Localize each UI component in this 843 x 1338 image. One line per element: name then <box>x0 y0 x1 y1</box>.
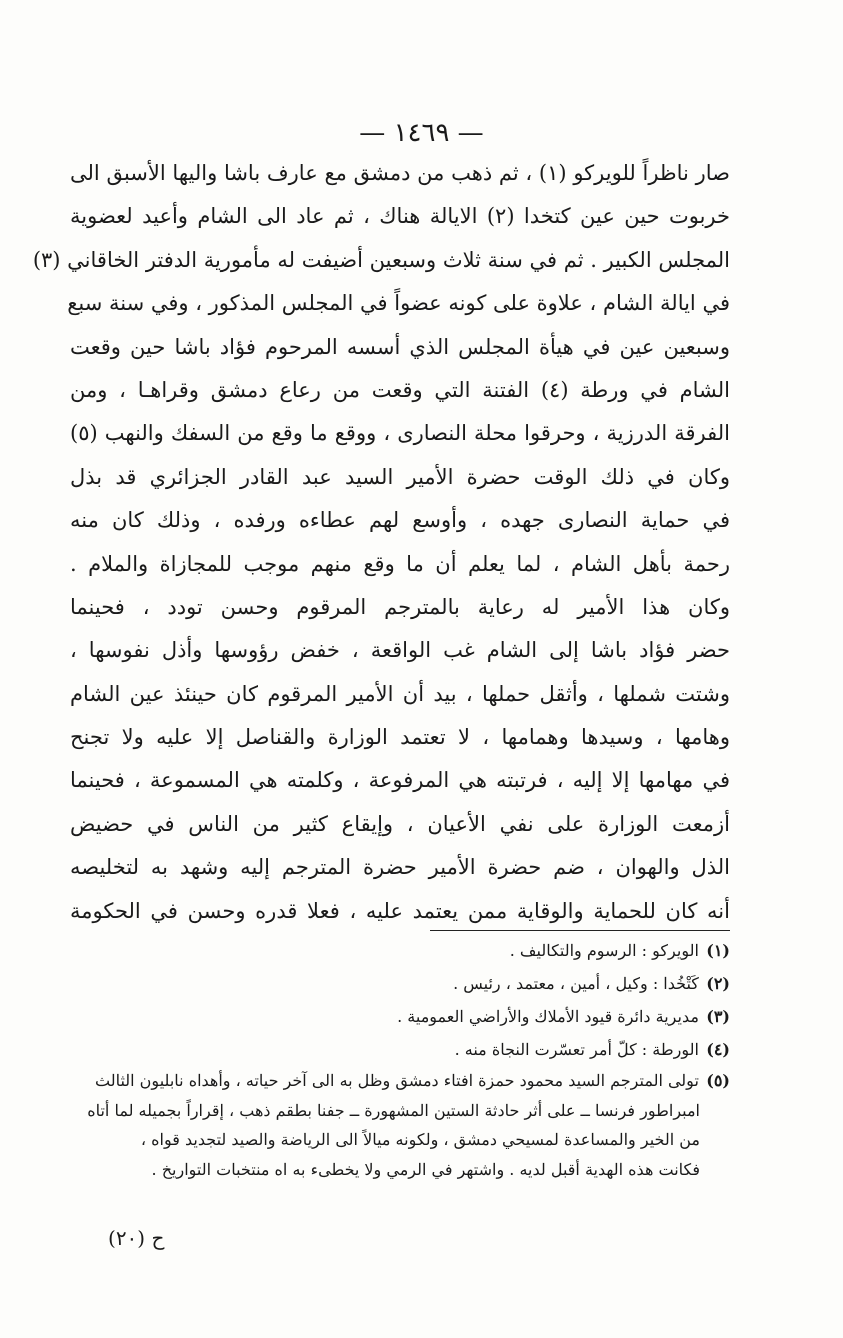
body-line: الفرقة الدرزية ، وحرقوا محلة النصارى ، ووقع ما وقع من السفك والنهب (٥) <box>70 421 730 446</box>
footnote-text: مديرية دائرة قيود الأملاك والأراضي العمومية . <box>397 1007 699 1026</box>
body-line: أنه كان للحماية والوقاية ممن يعتمد عليه ، فعلا قدره وحسن في الحكومة <box>70 898 730 923</box>
body-line: الشام في ورطة (٤) الفتنة التي وقعت من رعاع دمشق وقراهـا ، ومن <box>70 377 730 402</box>
footnote-text: الويركو : الرسوم والتكاليف . <box>509 941 699 960</box>
body-line: الذل والهوان ، ضم حضرة الأمير حضرة المترجم إليه وشهد به لتخليصه <box>70 855 730 880</box>
footnote-number: (٢) <box>706 974 730 993</box>
footnote-text: الورطة : كلّ أمر تعسّرت النجاة منه . <box>454 1040 699 1059</box>
page-number: — ١٤٦٩ — <box>359 118 484 148</box>
body-line: رحمة بأهل الشام ، لما يعلم أن ما وقع منهم موجب للمجازاة والملام . <box>70 551 730 576</box>
body-line: وكان في ذلك الوقت حضرة الأمير السيد عبد القادر الجزائري قد بذل <box>70 464 730 489</box>
footnote-1 <box>70 934 730 967</box>
body-line: وهامها ، وسيدها وهمامها ، لا تعتمد الوزارة والقناصل إلا عليه ولا تجنح <box>70 725 730 750</box>
body-line: المجلس الكبير . ثم في سنة ثلاث وسبعين أضيفت له مأمورية الدفتر الخاقاني (٣) <box>32 247 730 272</box>
footnote-number: (١) <box>706 941 730 960</box>
footnote-2 <box>70 967 730 1000</box>
footnote-number: (٥) <box>706 1071 730 1090</box>
footnote-text: تولى المترجم السيد محمود حمزة افتاء دمشق وظل به الى آخر حياته ، وأهداه نابليون الثالث <box>94 1071 699 1090</box>
body-line: وشتت شملها ، وأثقل حملها ، بيد أن الأمير المرقوم كان حينئذ عين الشام <box>70 681 730 706</box>
body-line: حضر فؤاد باشا إلى الشام غب الواقعة ، خفض رؤوسها وأذل نفوسها ، <box>70 638 730 663</box>
body-text <box>32 152 730 933</box>
body-line: خربوت حين عين كتخدا (٢) الايالة هناك ، ثم عاد الى الشام وأعيد لعضوية <box>70 204 730 229</box>
body-line: وسبعين عين في هيأة المجلس الذي أسسه المرحوم فؤاد باشا حين وقعت <box>70 334 730 359</box>
footnote-3 <box>70 1000 730 1033</box>
footnote-number: (٤) <box>706 1040 730 1059</box>
body-line: في ايالة الشام ، علاوة على كونه عضواً في المجلس المذكور ، وفي سنة سبع <box>67 291 730 316</box>
footnote-5-continuation: امبراطور فرنسا ــ على أثر حادثة الستين المشهورة ــ جفنا بطقم ذهب ، إقراراً بجميله لما أتاه <box>87 1100 700 1120</box>
body-line: صار ناظراً للويركو (١) ، ثم ذهب من دمشق مع عارف باشا واليها الأسبق الى <box>70 161 730 185</box>
body-line: في مهامها إلا إليه ، فرتبته هي المرفوعة ، وكلمته هي المسموعة ، فحينما <box>70 768 730 793</box>
footnote-text: كَتْخُدا : وكيل ، أمين ، معتمد ، رئيس . <box>453 974 699 993</box>
body-line: أزمعت الوزارة على نفي الأعيان ، وإيقاع كثير من الناس في حضيض <box>70 811 730 836</box>
footnote-5 <box>70 1066 730 1096</box>
footnote-5-continuation: فكانت هذه الهدية أقبل لديه . واشتهر في الرمي ولا يخطىء به اه منتخبات التواريخ . <box>151 1159 700 1179</box>
signature-mark: ح (٢٠) <box>108 1226 165 1250</box>
body-line: وكان هذا الأمير له رعاية بالمترجم المرقوم وحسن تودد ، فحينما <box>70 594 730 619</box>
footnote-4 <box>70 1033 730 1066</box>
footnote-5-continuation: من الخير والمساعدة لمسيحي دمشق ، ولكونه ميالاً الى الرياضة والصيد لتجديد قواه ، <box>140 1130 700 1149</box>
footnotes <box>70 934 730 1184</box>
footnote-number: (٣) <box>706 1007 730 1026</box>
footnote-divider <box>430 930 730 931</box>
body-line: في حماية النصارى جهده ، وأوسع لهم عطاءه ورفده ، وذلك كان منه <box>70 508 730 533</box>
